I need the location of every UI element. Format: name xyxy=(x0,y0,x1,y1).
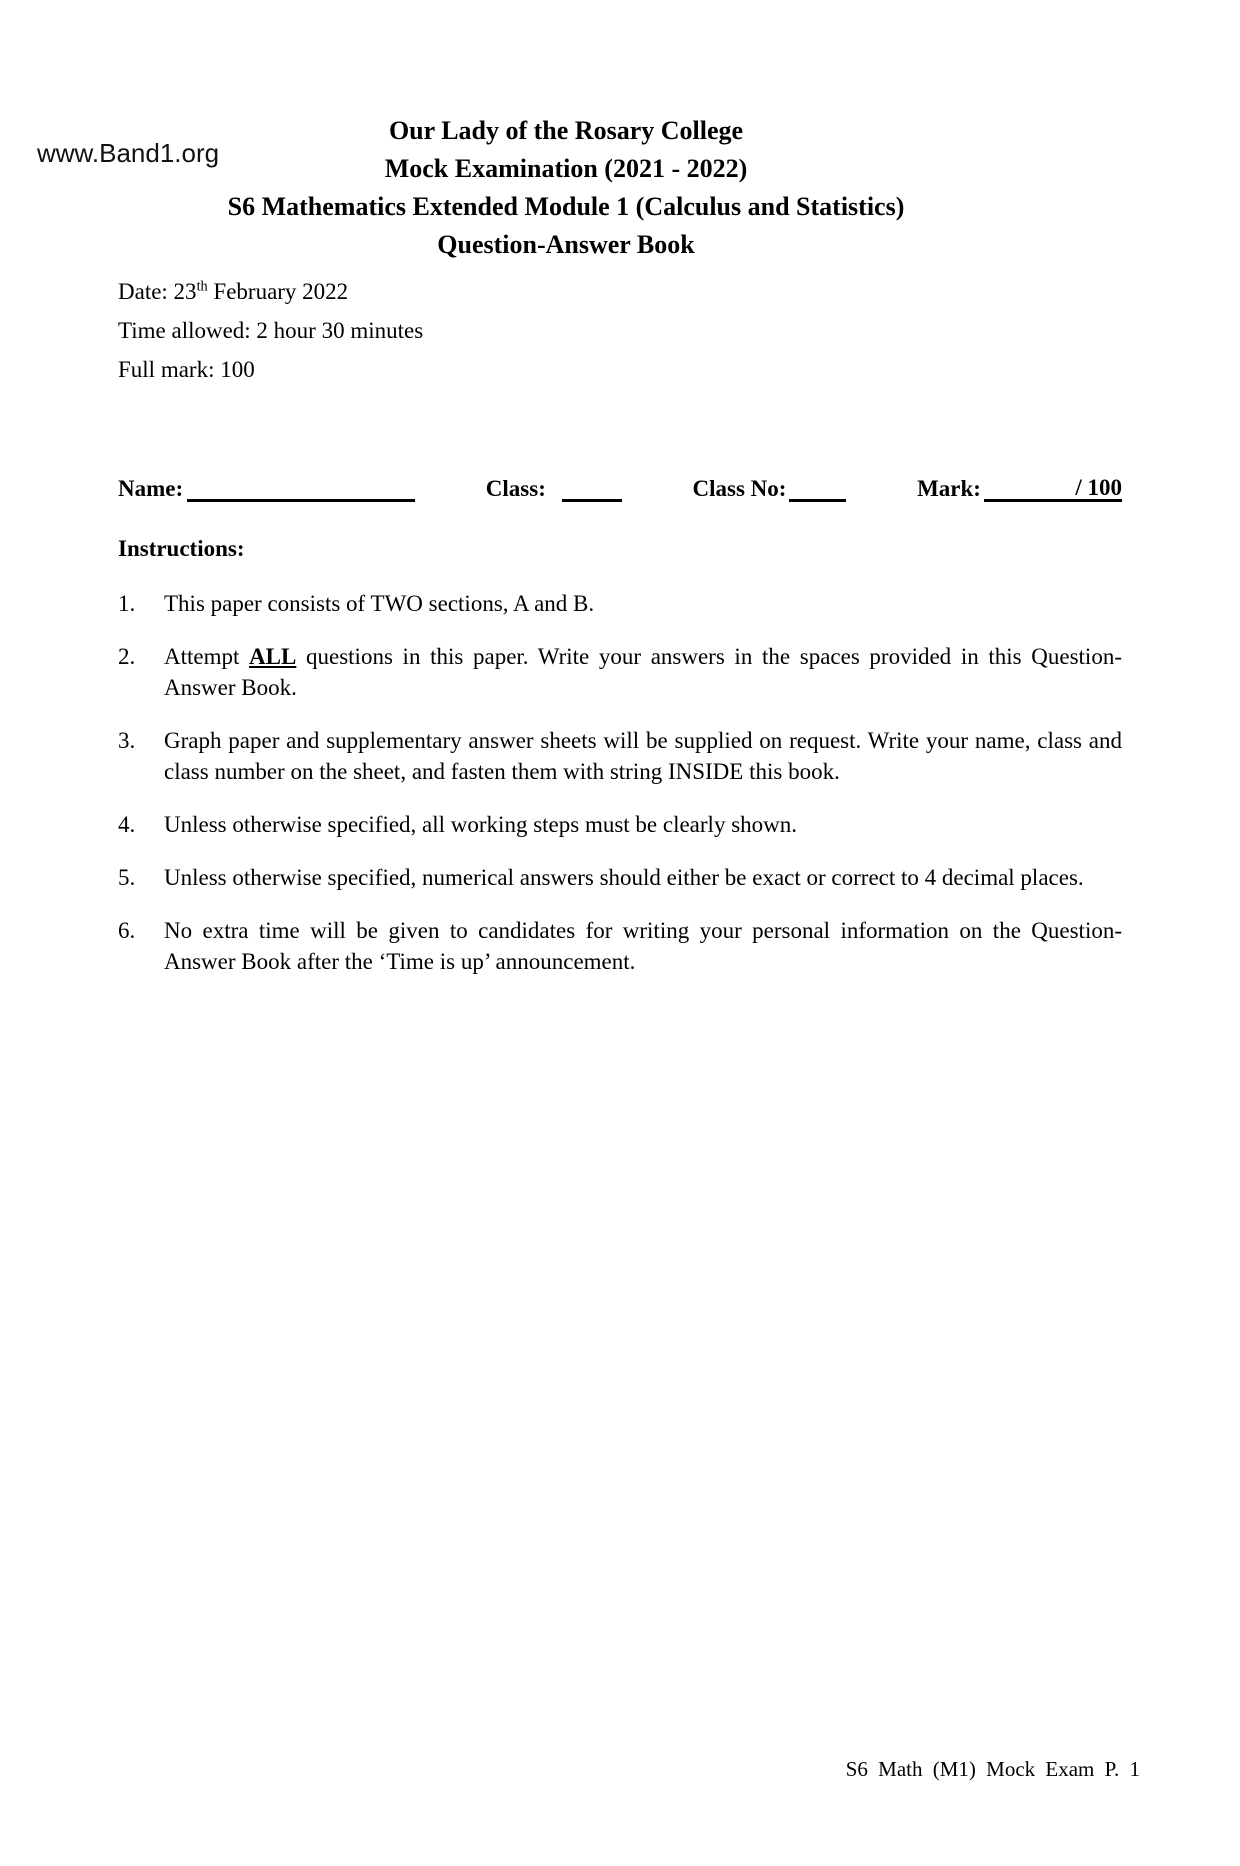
instruction-item-text xyxy=(164,862,1122,893)
class-blank-line xyxy=(562,475,622,502)
instruction-item-text xyxy=(164,641,1122,703)
book-title: Question-Answer Book xyxy=(437,230,695,259)
date-suffix: February 2022 xyxy=(207,279,349,304)
instruction-item-number: 3. xyxy=(118,728,136,753)
mark-blank-line xyxy=(984,475,1122,502)
instruction-item-text xyxy=(164,809,1122,840)
mark-field xyxy=(917,475,1122,502)
instruction-item xyxy=(118,588,1122,619)
class-no-label: Class No: xyxy=(692,476,787,501)
instruction-list xyxy=(118,588,1122,977)
instruction-item-text xyxy=(164,915,1122,977)
instruction-item xyxy=(118,862,1122,893)
instruction-emphasis: ALL xyxy=(249,644,297,669)
instruction-item xyxy=(118,809,1122,840)
instruction-item-number: 2. xyxy=(118,644,136,669)
instruction-text-part: Unless otherwise specified, numerical answers should either be exact or correct to 4 decimal places. xyxy=(164,865,1084,890)
instruction-text-part: This paper consists of TWO sections, A and B. xyxy=(164,591,595,616)
mark-label: Mark: xyxy=(917,476,981,501)
instruction-item-text xyxy=(164,588,1122,619)
instruction-text-part: questions in this paper. Write your answers in the spaces provided in this Question-Answer Book. xyxy=(164,644,1122,700)
instruction-item xyxy=(118,915,1122,977)
instruction-text-part: Attempt xyxy=(164,644,250,669)
exam-title: Mock Examination (2021 - 2022) xyxy=(384,154,748,183)
instruction-text-part: Unless otherwise specified, all working steps must be clearly shown. xyxy=(164,812,798,837)
page-footer: S6 Math (M1) Mock Exam P. 1 xyxy=(845,1757,1140,1781)
subject-title: S6 Mathematics Extended Module 1 (Calculus and Statistics) xyxy=(227,192,905,221)
school-name: Our Lady of the Rosary College xyxy=(388,116,744,145)
instruction-text-part: Graph paper and supplementary answer sheets will be supplied on request. Write your name, class and class number on the sheet, and fasten them with string INSIDE this book. xyxy=(164,728,1122,784)
class-field xyxy=(486,475,622,502)
class-no-blank-line xyxy=(789,475,846,502)
class-label: Class: xyxy=(485,476,546,501)
time-allowed: Time allowed: 2 hour 30 minutes xyxy=(118,318,424,343)
exam-meta xyxy=(118,272,1240,389)
watermark: www.Band1.org xyxy=(37,138,220,168)
instruction-item-number: 4. xyxy=(118,812,136,837)
instruction-item-number: 6. xyxy=(118,918,136,943)
student-info-row xyxy=(118,475,1122,502)
name-blank-line xyxy=(187,475,415,502)
instructions-section xyxy=(118,534,1122,977)
class-no-field xyxy=(693,475,847,502)
title-block xyxy=(118,112,1014,264)
instruction-item xyxy=(118,725,1122,787)
date-prefix: Date: 23 xyxy=(118,279,197,304)
instruction-item-text xyxy=(164,725,1122,787)
instructions-heading: Instructions: xyxy=(118,536,245,561)
exam-date xyxy=(118,272,1240,311)
mark-total: / 100 xyxy=(1075,475,1122,500)
date-ordinal-superscript: th xyxy=(196,278,208,295)
name-field xyxy=(118,475,415,502)
full-mark: Full mark: 100 xyxy=(118,357,255,382)
instruction-text-part: No extra time will be given to candidates for writing your personal information on the Question-Answer Book after the ‘Time is up’ announcement. xyxy=(164,918,1122,974)
instruction-item-number: 5. xyxy=(118,865,136,890)
name-label: Name: xyxy=(118,476,184,501)
instruction-item-number: 1. xyxy=(118,591,136,616)
instruction-item xyxy=(118,641,1122,703)
